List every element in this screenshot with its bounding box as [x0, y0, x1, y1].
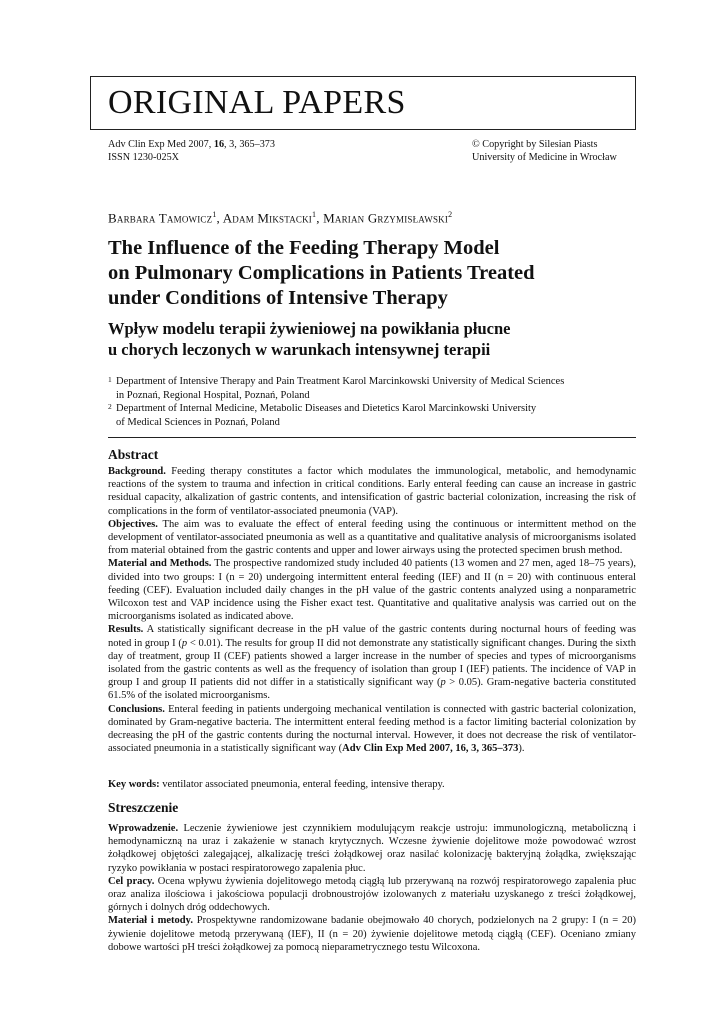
- keywords: Key words: ventilator associated pneumonia, enteral feeding, intensive therapy.: [108, 779, 445, 790]
- section-banner: [90, 76, 636, 130]
- author-list: Barbara Tamowicz$^1$, Adam Mikstacki$^1$, Marian Grzymisławski$^2$: [108, 210, 453, 226]
- author-affil-mark: 1: [212, 210, 217, 219]
- author-name: Barbara Tamowicz: [108, 210, 213, 226]
- abstract-body: [108, 465, 636, 755]
- title-line: under Conditions of Intensive Therapy: [108, 287, 448, 309]
- affiliation: [108, 375, 628, 402]
- title-line: The Influence of the Feeding Therapy Model: [108, 237, 500, 259]
- author-name: Adam Mikstacki: [222, 210, 312, 226]
- divider: [108, 437, 636, 438]
- paper-subtitle-polish: [108, 318, 628, 360]
- author-affil-mark: 2: [448, 210, 453, 219]
- abstract-background: Background. Feeding therapy constitutes a factor which modulates the immunological, metabolic, and hemodynamic reactions of the system to trauma and infection in critical conditions. Early enteral feeding can cause an increase in gastric residual capacity, alkalization of gastric contents, and intensification of gastric bacterial colonization, increasing the risk of complications in the form of ventilator-associated pneumonia (VAP).: [108, 466, 636, 517]
- affiliation-line: of Medical Sciences in Poznań, Poland: [116, 416, 280, 428]
- streszczenie-body: [108, 822, 636, 954]
- subtitle-line: u chorych leczonych w warunkach intensywnej terapii: [108, 340, 491, 359]
- journal-citation: Adv Clin Exp Med 2007, 16, 3, 365–373: [108, 139, 275, 150]
- title-line: on Pulmonary Complications in Patients Treated: [108, 262, 535, 284]
- streszczenie-aim: Cel pracy. Ocena wpływu żywienia dojelitowego metodą ciągłą lub przerywaną na rozwój respiratorowego zapalenia płuc oraz analiza ilościowa i jakościowa populacji drobnoustrojów izolowanych z materiału uzyskanego z treści żołądkowej, górnych i dolnych dróg oddechowych.: [108, 875, 636, 914]
- paper-title: [108, 236, 628, 311]
- streszczenie-methods: Materiał i metody. Prospektywne randomizowane badanie obejmowało 40 chorych, podzielonych na 2 grupy: I (n = 20) żywienie dojelitowe metodą przerywaną (IEF), II (n = 20) żywienie dojelitowe metodą ciągłą (CEF). Oceniano zmiany dobowe wartości pH treści żołądkowej za pomocą nieparametrycznego testu Wilcoxona.: [108, 915, 636, 953]
- abstract-methods: Material and Methods. The prospective randomized study included 40 patients (13 women and 27 men, aged 18–75 years), divided into two groups: I (n = 20) undergoing intermittent enteral feeding (IEF) and II (n = 20) with continuous enteral feeding (CEF). Evaluation included daily changes in the pH value of the gastric contents analyzed using a nonparametric Wilcoxon test and VAP incidence using the Fisher exact test. Quantitative and qualitative analysis was carried out on the microorganisms isolated as indicated above.: [108, 558, 637, 623]
- affiliation-line: Department of Intensive Therapy and Pain Treatment Karol Marcinkowski University of Medical Sciences: [116, 376, 565, 387]
- affiliation-line: in Poznań, Regional Hospital, Poznań, Poland: [116, 389, 310, 401]
- copyright-info: [472, 138, 617, 164]
- abstract-results: Results. A statistically significant decrease in the pH value of the gastric contents during nocturnal hours of feeding was noted in group I (p < 0.01). The results for group II did not demonstrate any statistically significant changes. During the sixth day of treatment, group II (CEF) patients showed a larger increase in the number of species and types of microorganisms isolated from the gastric contents as well as the frequency of isolation than group I (IEF) patients. The incidence of VAP in group I and group II patients did not differ in a statistically significant way (p > 0.05). Gram-negative bacteria constituted 61.5% of the isolated microorganisms.: [108, 624, 637, 702]
- streszczenie-intro: Wprowadzenie. Leczenie żywieniowe jest czynnikiem modulującym reakcje ustroju: immunologiczną, metaboliczną i hemodynamiczną na uraz i zakażenie w stanach krytycznych. Wczesne żywienie dojelitowe może powodować wzrost żołądkowej objętości zalegającej, alkalizację treści żołądkowej oraz nasilać kolonizację bakteryjną żołądka, zwiększając ryzyko powikłania w postaci respiratorowego zapalenia płuc.: [108, 823, 636, 874]
- copyright-line: © Copyright by Silesian Piasts: [472, 139, 598, 150]
- abstract-heading: Abstract: [108, 447, 159, 462]
- issn: ISSN 1230-025X: [108, 152, 180, 163]
- copyright-line: University of Medicine in Wrocław: [472, 152, 617, 163]
- author-name: Marian Grzymisławski: [323, 210, 449, 226]
- abstract-objectives: Objectives. The aim was to evaluate the effect of enteral feeding using the continuous or intermittent method on the development of ventilator-associated pneumonia as well as a quantitative and qualitative analysis of microorganisms isolated from material obtained from the gastric contents and upper and lower airways using the protected specimen brush method.: [108, 518, 636, 557]
- subtitle-line: Wpływ modelu terapii żywieniowej na powikłania płucne: [108, 319, 511, 338]
- banner-title: ORIGINAL PAPERS: [108, 84, 406, 121]
- journal-info: [108, 138, 275, 164]
- streszczenie-heading: Streszczenie: [108, 800, 179, 815]
- journal-volume: 16: [213, 139, 225, 150]
- affiliation: [108, 402, 628, 429]
- affiliation-number: 1: [108, 375, 112, 384]
- abstract-conclusions: Conclusions. Enteral feeding in patients undergoing mechanical ventilation is connected with gastric bacterial colonization, dominated by Gram-negative bacteria. The intermittent enteral feeding method is a factor limiting bacterial colonization by decreasing the pH of the gastric contents during the nocturnal interval. However, it does not decrease the risk of ventilator-associated pneumonia in a statistically significant way (Adv Clin Exp Med 2007, 16, 3, 365–373).: [108, 703, 636, 755]
- author-affil-mark: 1: [312, 210, 317, 219]
- affiliation-number: 2: [108, 402, 112, 411]
- affiliation-line: Department of Internal Medicine, Metabolic Diseases and Dietetics Karol Marcinkowski University: [116, 403, 537, 414]
